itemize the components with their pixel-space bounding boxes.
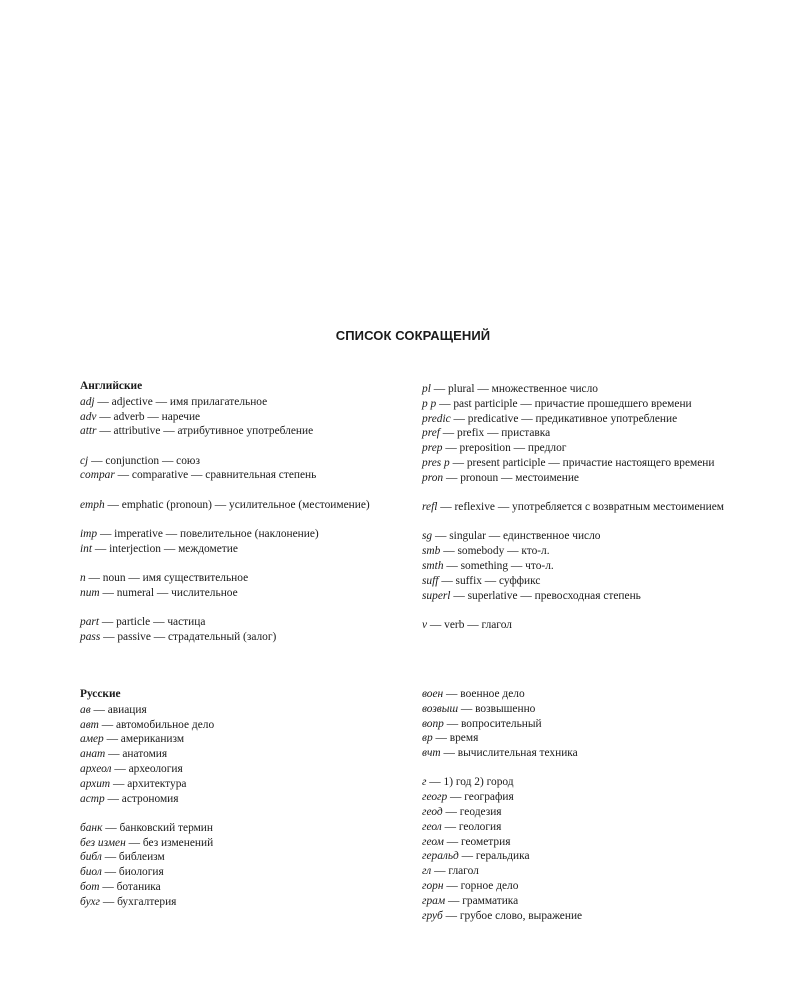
- abbreviation-entry: [422, 849, 744, 864]
- abbreviation-definition: — археология: [111, 762, 183, 775]
- abbreviation-definition: — something — что-л.: [443, 559, 554, 572]
- entry-gap: [80, 483, 400, 498]
- abbreviation-definition: — emphatic (pronoun) — усилительное (местоимение): [104, 498, 370, 511]
- abbreviation-entry: [422, 412, 744, 427]
- abbreviation-entry: [422, 426, 744, 441]
- abbreviation-definition: — без изменений: [125, 836, 214, 849]
- abbreviation-definition: — conjunction — союз: [88, 454, 200, 467]
- abbreviation: num: [80, 586, 100, 599]
- abbreviation-definition: — возвышенно: [458, 702, 536, 715]
- abbreviation: pass: [80, 631, 101, 644]
- abbreviation-definition: — prefix — приставка: [439, 427, 551, 440]
- abbreviation-definition: — бухгалтерия: [99, 895, 177, 908]
- abbreviation-definition: — suffix — суффикс: [438, 574, 541, 587]
- abbreviation-definition: — numeral — числительное: [99, 586, 238, 599]
- abbreviation: ав: [80, 703, 91, 716]
- abbreviation: груб: [422, 909, 443, 922]
- abbreviation: астр: [80, 792, 105, 805]
- section-heading-english: Английские: [80, 380, 143, 392]
- abbreviation-entry: [80, 703, 400, 718]
- abbreviation: smb: [422, 545, 441, 558]
- abbreviation-definition: — биология: [101, 866, 164, 879]
- abbreviation: v: [422, 618, 428, 631]
- russian-left-column: [80, 687, 400, 910]
- abbreviation: г: [422, 776, 427, 789]
- entry-gap: [80, 806, 400, 821]
- abbreviation-entry: [80, 747, 400, 762]
- abbreviation: adv: [80, 410, 97, 423]
- entry-gap: [422, 486, 744, 501]
- abbreviation: pron: [422, 471, 444, 484]
- abbreviation: suff: [422, 574, 439, 587]
- abbreviation: авт: [80, 718, 99, 731]
- abbreviation-entry: [422, 731, 744, 746]
- abbreviation: воен: [422, 688, 444, 700]
- section-heading-russian: Русские: [80, 688, 121, 700]
- abbreviation-entry: [80, 865, 400, 880]
- abbreviation-definition: — pronoun — местоимение: [443, 471, 579, 484]
- abbreviation: compar: [80, 469, 115, 482]
- abbreviation-entry: [422, 544, 744, 559]
- abbreviation-entry: [80, 792, 400, 807]
- abbreviation: imp: [80, 528, 98, 541]
- abbreviation-definition: — геология: [441, 820, 502, 833]
- abbreviation: геральд: [422, 850, 459, 863]
- abbreviation-entry: [80, 718, 400, 733]
- abbreviation-definition: — астрономия: [104, 792, 179, 805]
- abbreviation-definition: — авиация: [90, 703, 147, 716]
- abbreviation: геол: [422, 820, 442, 833]
- abbreviation-entry: [422, 864, 744, 879]
- abbreviation-entry: [80, 571, 400, 586]
- abbreviation-definition: — архитектура: [110, 777, 187, 790]
- english-left-column: [80, 379, 400, 645]
- entry-gap: [80, 601, 400, 616]
- abbreviation-entry: [80, 468, 400, 483]
- russian-right-column: [422, 687, 744, 923]
- english-right-column: [422, 382, 744, 633]
- abbreviation: анат: [80, 748, 106, 761]
- abbreviation-definition: — геодезия: [442, 806, 502, 819]
- abbreviation-entry: [422, 574, 744, 589]
- abbreviation: гл: [422, 865, 432, 878]
- abbreviation-definition: — военное дело: [443, 688, 525, 700]
- entry-gap: [80, 557, 400, 572]
- abbreviation-definition: — plural — множественное число: [430, 383, 598, 395]
- abbreviation-definition: — автомобильное дело: [98, 718, 215, 731]
- abbreviation: вр: [422, 732, 433, 745]
- abbreviation-definition: — геральдика: [458, 850, 530, 863]
- abbreviation: int: [80, 542, 93, 555]
- abbreviation-definition: — imperative — повелительное (наклонение): [97, 528, 319, 541]
- abbreviation: археол: [80, 762, 112, 775]
- abbreviation-definition: — interjection — междометие: [92, 542, 238, 555]
- entry-gap: [422, 515, 744, 530]
- abbreviation-definition: — attributive — атрибутивное употребление: [96, 425, 314, 438]
- abbreviation-definition: — somebody — кто-л.: [440, 545, 550, 558]
- abbreviation-entry: [422, 529, 744, 544]
- abbreviation-definition: — вопросительный: [443, 717, 542, 730]
- abbreviation-entry: [422, 500, 744, 515]
- abbreviation-definition: — particle — частица: [99, 616, 206, 629]
- abbreviation: биол: [80, 866, 102, 879]
- abbreviation-entry: [422, 820, 744, 835]
- abbreviation-entry: [80, 880, 400, 895]
- abbreviation-entry: [422, 894, 744, 909]
- abbreviation-definition: — comparative — сравнительная степень: [114, 469, 317, 482]
- abbreviation-entry: [422, 618, 744, 633]
- abbreviation-definition: — adjective — имя прилагательное: [94, 395, 268, 408]
- abbreviation: без измен: [80, 836, 126, 849]
- abbreviation-definition: — predicative — предикативное употребление: [450, 412, 678, 425]
- abbreviation-entry: [80, 895, 400, 910]
- page-title: СПИСОК СОКРАЩЕНИЙ: [335, 328, 491, 343]
- abbreviation: pl: [422, 383, 431, 395]
- abbreviation: n: [80, 572, 86, 585]
- abbreviation: геом: [422, 835, 444, 848]
- abbreviation-entry: [422, 790, 744, 805]
- abbreviation-entry: [422, 441, 744, 456]
- abbreviation-entry: [80, 615, 400, 630]
- abbreviation: pres p: [422, 456, 450, 469]
- abbreviation-entry: [80, 498, 400, 513]
- abbreviation-definition: — библеизм: [101, 851, 165, 864]
- abbreviation-entry: [422, 456, 744, 471]
- abbreviation: вопр: [422, 717, 444, 730]
- abbreviation-entry: [422, 589, 744, 604]
- abbreviation: бухг: [80, 895, 100, 908]
- abbreviation-definition: — ботаника: [99, 881, 161, 894]
- abbreviation: геогр: [422, 791, 448, 804]
- abbreviation: emph: [80, 498, 105, 511]
- abbreviation-definition: — 1) год 2) город: [426, 776, 514, 789]
- abbreviation: амер: [80, 733, 104, 746]
- abbreviation-definition: — present participle — причастие настоящего времени: [449, 456, 715, 469]
- abbreviation: adj: [80, 395, 95, 408]
- abbreviation-entry: [80, 586, 400, 601]
- abbreviation: refl: [422, 501, 438, 514]
- abbreviation-definition: — горное дело: [443, 880, 519, 893]
- abbreviation-entry: [80, 395, 400, 410]
- abbreviation: smth: [422, 559, 444, 572]
- abbreviation: predic: [422, 412, 451, 425]
- abbreviation-entry: [422, 471, 744, 486]
- abbreviation-entry: [80, 527, 400, 542]
- abbreviation: part: [80, 616, 99, 629]
- abbreviation-definition: — reflexive — употребляется с возвратным местоимением: [437, 501, 724, 514]
- abbreviation-definition: — singular — единственное число: [432, 530, 601, 543]
- abbreviation-entry: [422, 397, 744, 412]
- abbreviation-entry: [80, 732, 400, 747]
- abbreviation-entry: [422, 775, 744, 790]
- abbreviation-entry: [80, 410, 400, 425]
- entry-gap: [80, 439, 400, 454]
- abbreviation-definition: — superlative — превосходная степень: [450, 589, 641, 602]
- abbreviation-entry: [422, 382, 744, 397]
- abbreviation: грам: [422, 894, 446, 907]
- abbreviation-entry: [422, 835, 744, 850]
- abbreviation-definition: — география: [447, 791, 514, 804]
- abbreviation: вчт: [422, 747, 441, 760]
- abbreviation-entry: [80, 836, 400, 851]
- abbreviation-definition: — adverb — наречие: [96, 410, 201, 423]
- abbreviation: cj: [80, 454, 89, 467]
- abbreviation: архит: [80, 777, 111, 790]
- abbreviation: sg: [422, 530, 433, 543]
- abbreviation-entry: [80, 762, 400, 777]
- entry-gap: [422, 761, 744, 776]
- abbreviation-entry: [422, 879, 744, 894]
- abbreviation: возвыш: [422, 702, 459, 715]
- abbreviation-entry: [422, 559, 744, 574]
- abbreviation-entry: [80, 630, 400, 645]
- entry-gap: [422, 603, 744, 618]
- abbreviation-entry: [422, 717, 744, 732]
- abbreviation: бот: [80, 881, 100, 894]
- abbreviation-entry: [80, 850, 400, 865]
- abbreviation-entry: [422, 702, 744, 717]
- abbreviation-definition: — банковский термин: [102, 821, 213, 834]
- abbreviation-entry: [422, 805, 744, 820]
- abbreviation-definition: — грубое слово, выражение: [442, 909, 583, 922]
- abbreviation: pref: [422, 427, 440, 440]
- abbreviation: банк: [80, 821, 103, 834]
- abbreviation-definition: — verb — глагол: [427, 618, 512, 631]
- abbreviation-entry: [422, 909, 744, 924]
- abbreviation-definition: — preposition — предлог: [442, 442, 567, 455]
- abbreviation-entry: [80, 777, 400, 792]
- abbreviation-definition: — американизм: [103, 733, 185, 746]
- abbreviation-definition: — грамматика: [445, 894, 519, 907]
- abbreviation: библ: [80, 851, 102, 864]
- abbreviation: геод: [422, 806, 443, 819]
- abbreviation-definition: — глагол: [431, 865, 479, 878]
- abbreviation-definition: — геометрия: [443, 835, 511, 848]
- abbreviation-entry: [80, 542, 400, 557]
- abbreviation-definition: — noun — имя существительное: [85, 572, 249, 585]
- abbreviation-entry: [80, 821, 400, 836]
- abbreviation-entry: [80, 424, 400, 439]
- abbreviation-definition: — вычислительная техника: [440, 747, 578, 760]
- abbreviation: горн: [422, 880, 444, 893]
- abbreviation-definition: — анатомия: [105, 748, 168, 761]
- entry-gap: [80, 513, 400, 528]
- abbreviation: superl: [422, 589, 451, 602]
- abbreviation-entry: [80, 454, 400, 469]
- abbreviation: p p: [422, 397, 437, 410]
- abbreviation-definition: — past participle — причастие прошедшего времени: [436, 397, 692, 410]
- abbreviation-definition: — passive — страдательный (залог): [100, 631, 277, 644]
- abbreviation-entry: [422, 687, 744, 702]
- abbreviation-definition: — время: [432, 732, 479, 745]
- abbreviation-entry: [422, 746, 744, 761]
- abbreviation: prep: [422, 442, 443, 455]
- abbreviation: attr: [80, 425, 97, 438]
